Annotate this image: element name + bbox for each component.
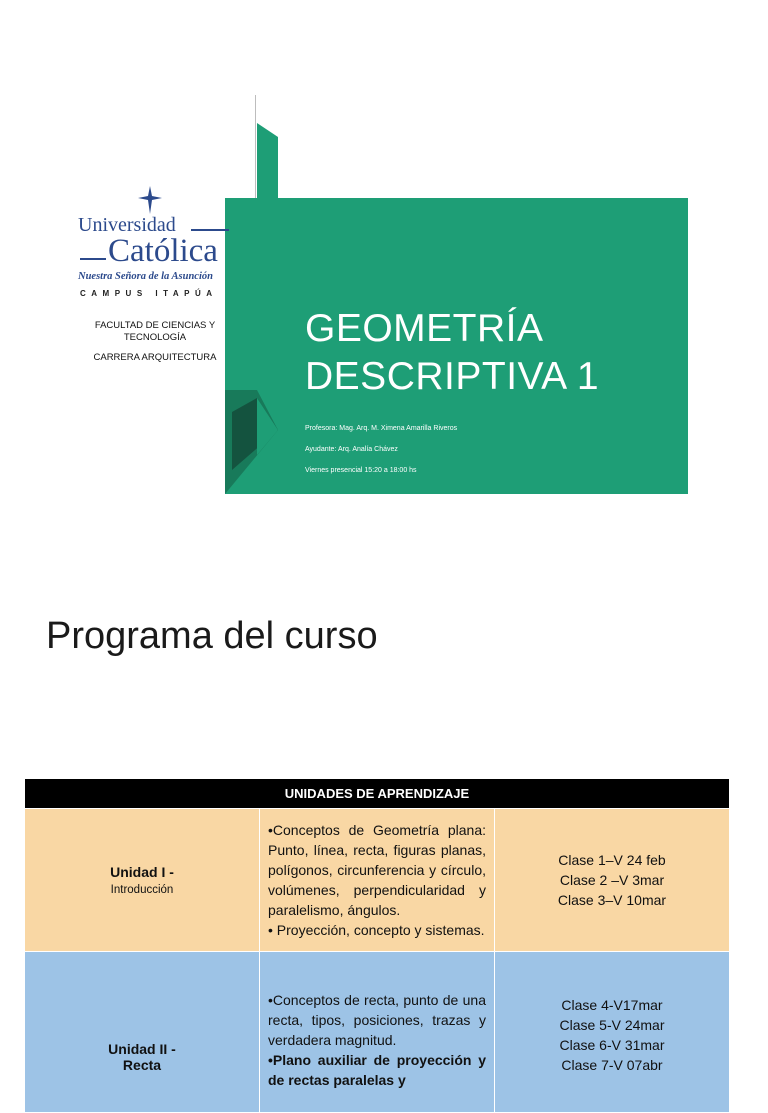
table-row (25, 952, 730, 1113)
logo-nuestra-senora: Nuestra Señora de la Asunción (78, 271, 213, 282)
star-icon (138, 186, 162, 214)
units-table (24, 778, 730, 1113)
course-meta (305, 418, 457, 481)
unit-cell: Unidad II - Recta (25, 952, 260, 1113)
logo-catolica: Católica (108, 233, 218, 269)
horario-text: Viernes presencial 15:20 a 18:00 hs (305, 467, 417, 474)
faculty-block (80, 320, 230, 364)
classes-cell: Clase 1–V 24 feb Clase 2 –V 3mar Clase 3–V 10mar (495, 809, 730, 952)
career-name: CARRERA ARQUITECTURA (93, 352, 217, 363)
program-title: Programa del curso (46, 615, 378, 657)
logo-universidad: Universidad (78, 214, 176, 236)
table-row (25, 809, 730, 952)
faculty-name: FACULTAD DE CIENCIAS Y TECNOLOGÍA (94, 320, 216, 343)
content-cell: •Conceptos de recta, punto de una recta, tipos, posiciones, trazas y verdadera magnitud. •Plano auxiliar de proyección y de rectas paralelas y (260, 952, 495, 1113)
table-header: UNIDADES DE APRENDIZAJE (25, 779, 730, 809)
classes-cell: Clase 4-V17mar Clase 5-V 24mar Clase 6-V 31mar Clase 7-V 07abr (495, 952, 730, 1113)
profesora-text: Profesora: Mag. Arq. M. Ximena Amarilla Riveros (305, 425, 458, 432)
arrow-strip (257, 123, 278, 430)
course-title: GEOMETRÍA DESCRIPTIVA 1 (305, 307, 600, 398)
content-cell: •Conceptos de Geometría plana: Punto, línea, recta, figuras planas, polígonos, circunferencia y círculo, volúmenes, perpendicularidad y paralelismo, ángulos. • Proyección, concepto y sistemas. (260, 809, 495, 952)
unit-cell: Unidad I - Introducción (25, 809, 260, 952)
ayudante-text: Ayudante: Arq. Analía Chávez (305, 446, 398, 453)
logo-campus: CAMPUS ITAPÚA (80, 289, 218, 298)
